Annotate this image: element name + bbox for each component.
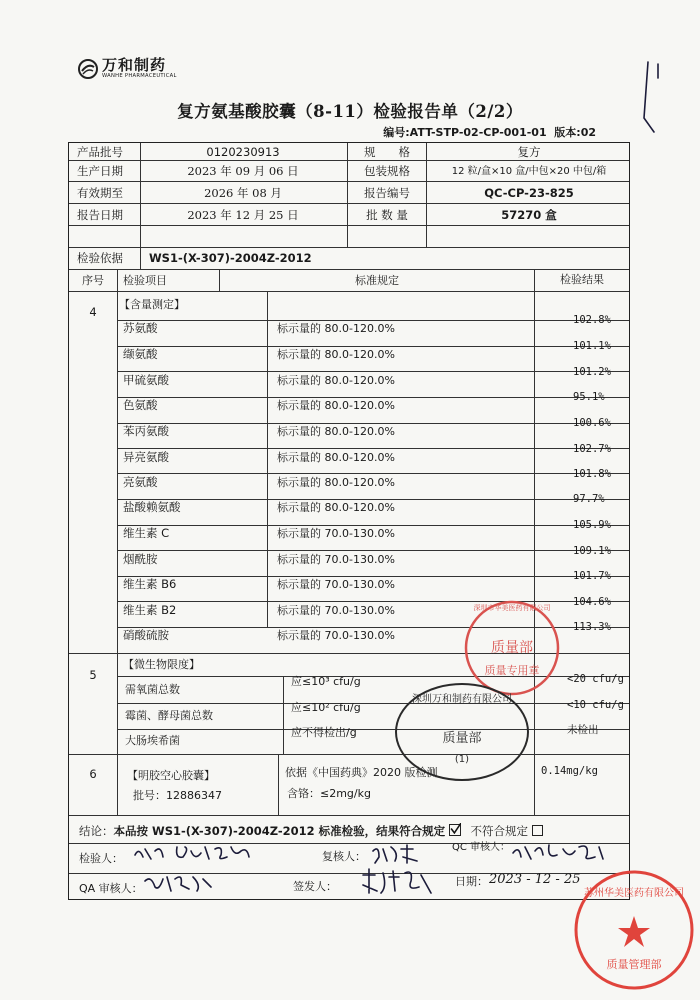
section4-item: 维生素 B2 <box>123 603 177 617</box>
report-no-value: QC-CP-23-825 <box>484 186 574 200</box>
section4-standard: 标示量的 70.0-130.0% <box>277 604 395 617</box>
qc-reviewer-label: QC 审核人： <box>452 842 511 853</box>
issuer-label: 签发人： <box>293 880 337 893</box>
section4-item: 盐酸赖氨酸 <box>123 500 181 514</box>
spec-value: 复方 <box>517 145 541 159</box>
inspector-label: 检验人： <box>79 852 123 865</box>
svg-text:深圳万和制药有限公司: 深圳万和制药有限公司 <box>412 694 512 705</box>
section5-result: 未检出 <box>567 724 599 736</box>
section4-result: 95.1% <box>573 391 605 403</box>
section4-item: 苯丙氨酸 <box>123 424 169 438</box>
section6-title: 【明胶空心胶囊】 <box>127 769 215 782</box>
svg-text:质量管理部: 质量管理部 <box>606 958 662 971</box>
basis-label: 检验依据 <box>77 251 123 265</box>
svg-text:质量部: 质量部 <box>491 640 533 656</box>
batch-value: 0120230913 <box>206 145 280 159</box>
reviewer-signature <box>369 843 429 867</box>
company-name-cn: 万和制药 <box>102 56 167 74</box>
conform-checkbox[interactable] <box>449 824 461 836</box>
conclusion: 结论：本品按 WS1-(X-307)-2004Z-2012 标准检验，结果符合规定 不符合规定 <box>79 824 543 838</box>
section4-item: 亮氨酸 <box>123 475 158 489</box>
section4-standard: 标示量的 80.0-120.0% <box>277 501 395 514</box>
prod-date-label: 生产日期 <box>77 164 123 178</box>
section4-result: 101.1% <box>573 340 611 352</box>
section4-result: 105.9% <box>573 519 611 531</box>
header-standard: 标准规定 <box>355 274 399 287</box>
expiry-label: 有效期至 <box>77 186 123 200</box>
check-icon <box>450 823 461 834</box>
capsule-batch: 批号：12886347 <box>133 789 222 802</box>
section4-no: 4 <box>89 305 97 319</box>
section4-result: 102.8% <box>573 314 611 326</box>
section5-result: <10 cfu/g <box>567 699 624 711</box>
not-conform-checkbox[interactable] <box>532 825 543 836</box>
svg-text:深圳市华美医药有限公司: 深圳市华美医药有限公司 <box>473 604 551 612</box>
report-table <box>68 142 630 900</box>
svg-text:质量部: 质量部 <box>442 731 482 746</box>
svg-text:苏州华美医药有限公司: 苏州华美医药有限公司 <box>584 888 684 899</box>
section4-standard: 标示量的 80.0-120.0% <box>277 451 395 464</box>
section5-item: 需氧菌总数 <box>125 683 180 696</box>
section4-result: 104.6% <box>573 596 611 608</box>
section6-result: 0.14mg/kg <box>541 765 598 777</box>
wanhe-logo-icon <box>78 59 98 79</box>
qc-signature <box>509 841 609 863</box>
section4-standard: 标示量的 80.0-120.0% <box>277 348 395 361</box>
header-no: 序号 <box>82 274 104 287</box>
section5-item: 大肠埃希菌 <box>125 734 180 747</box>
issuer-signature <box>359 867 439 897</box>
section6-standard-2: 含铬：≤2mg/kg <box>287 787 371 800</box>
date-label: 日期： <box>455 875 488 888</box>
section5-no: 5 <box>89 668 97 682</box>
section4-standard: 标示量的 70.0-130.0% <box>277 527 395 540</box>
pack-value: 12 粒/盒×10 盒/中包×20 中包/箱 <box>451 166 607 177</box>
qty-value: 57270 盒 <box>501 208 557 222</box>
inspector-signature <box>131 841 281 865</box>
section5-title: 【微生物限度】 <box>123 658 200 671</box>
doc-number: 编号:ATT-STP-02-CP-001-01 版本:02 <box>383 126 596 139</box>
qa-signature <box>141 871 221 895</box>
company-seal-icon <box>572 868 696 992</box>
expiry-value: 2026 年 08 月 <box>204 186 282 200</box>
section5-item: 霉菌、酵母菌总数 <box>125 709 213 722</box>
section4-item: 维生素 B6 <box>123 577 177 591</box>
report-date-label: 报告日期 <box>77 208 123 222</box>
section4-item: 苏氨酸 <box>123 321 158 335</box>
section4-result: 101.8% <box>573 468 611 480</box>
quality-dept-stamp-icon <box>392 680 532 784</box>
svg-text:(1): (1) <box>454 754 470 765</box>
section4-result: 113.3% <box>573 621 611 633</box>
section5-standard: 应不得检出/g <box>291 726 357 739</box>
section4-standard: 标示量的 70.0-130.0% <box>277 629 395 642</box>
section4-standard: 标示量的 70.0-130.0% <box>277 553 395 566</box>
qty-label: 批 数 量 <box>366 208 408 222</box>
section4-result: 97.7% <box>573 493 605 505</box>
section5-result: <20 cfu/g <box>567 673 624 685</box>
batch-label: 产品批号 <box>77 145 123 159</box>
company-logo <box>78 58 177 79</box>
section4-standard: 标示量的 70.0-130.0% <box>277 578 395 591</box>
section4-standard: 标示量的 80.0-120.0% <box>277 374 395 387</box>
reviewer-label: 复核人： <box>322 850 366 863</box>
section4-item: 硝酸硫胺 <box>123 628 169 642</box>
section4-item: 烟酰胺 <box>123 552 158 566</box>
section4-standard: 标示量的 80.0-120.0% <box>277 322 395 335</box>
section4-result: 101.2% <box>573 366 611 378</box>
svg-text:质量专用章: 质量专用章 <box>484 664 540 677</box>
section5-standard: 应≤10² cfu/g <box>291 701 361 714</box>
qa-reviewer-label: QA 审核人： <box>79 882 143 895</box>
header-result: 检验结果 <box>560 273 604 286</box>
basis-value: WS1-(X-307)-2004Z-2012 <box>149 251 312 265</box>
section4-result: 109.1% <box>573 545 611 557</box>
company-name-en: WANHE PHARMACEUTICAL <box>102 73 177 79</box>
section4-item: 异亮氨酸 <box>123 450 169 464</box>
section4-item: 维生素 C <box>123 526 170 540</box>
section4-item: 色氨酸 <box>123 398 158 412</box>
header-item: 检验项目 <box>123 274 167 287</box>
section4-standard: 标示量的 80.0-120.0% <box>277 476 395 489</box>
section5-standard: 应≤10³ cfu/g <box>291 675 361 688</box>
spec-label: 规 格 <box>364 145 410 159</box>
report-date-value: 2023 年 12 月 25 日 <box>187 208 299 222</box>
pack-label: 包装规格 <box>364 164 410 178</box>
margin-pen-mark <box>618 58 678 138</box>
section4-item: 缬氨酸 <box>123 347 158 361</box>
section4-standard: 标示量的 80.0-120.0% <box>277 425 395 438</box>
signature-date: 2023 - 12 - 25 <box>489 872 581 887</box>
section4-item: 甲硫氨酸 <box>123 373 169 387</box>
section6-standard-1: 依据《中国药典》2020 版检测 <box>285 766 438 779</box>
report-title: 复方氨基酸胶囊（8-11）检验报告单（2/2） <box>177 102 523 121</box>
prod-date-value: 2023 年 09 月 06 日 <box>187 164 299 178</box>
section4-result: 100.6% <box>573 417 611 429</box>
section4-title: 【含量测定】 <box>119 298 185 311</box>
section4-result: 102.7% <box>573 443 611 455</box>
report-no-label: 报告编号 <box>364 186 410 200</box>
section6-no: 6 <box>89 767 97 781</box>
section4-standard: 标示量的 80.0-120.0% <box>277 399 395 412</box>
section4-result: 101.7% <box>573 570 611 582</box>
